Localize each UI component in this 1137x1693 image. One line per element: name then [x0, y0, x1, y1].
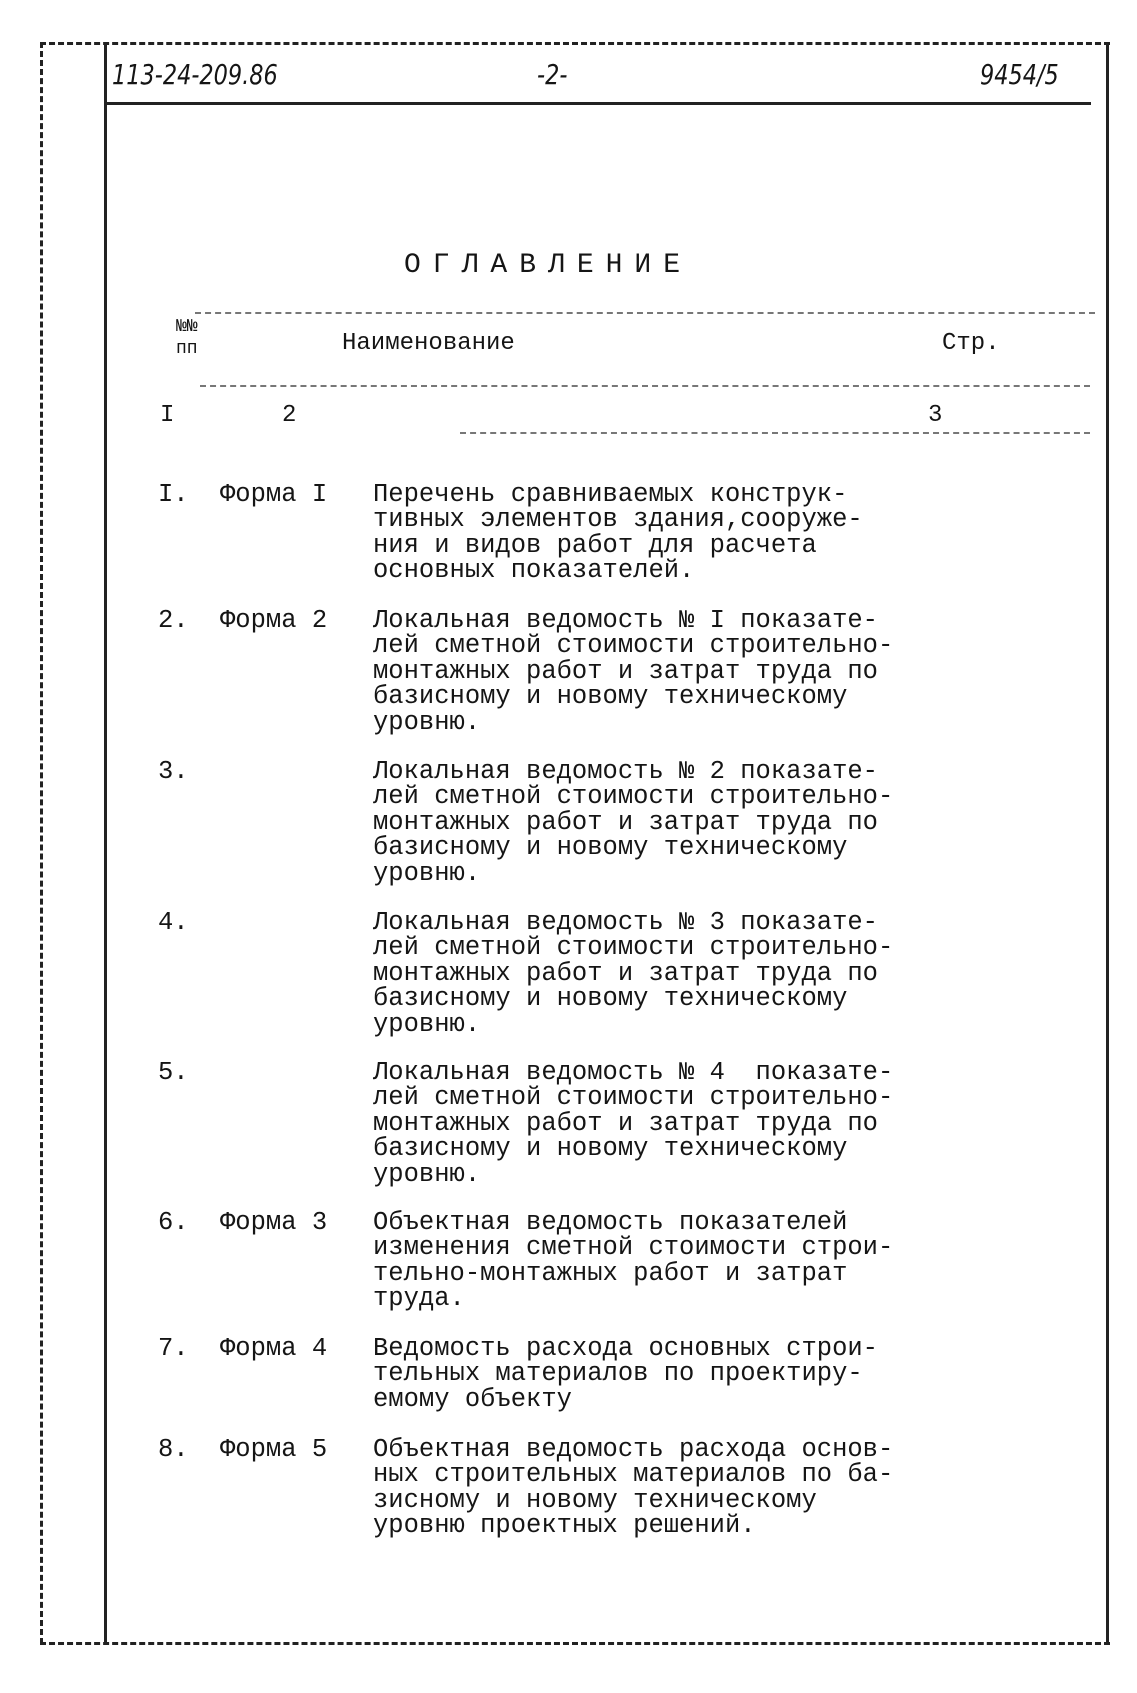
row-title-line: уровню. [373, 1009, 481, 1039]
row-title-line: Объектная ведомость показателей [373, 1208, 848, 1237]
row-title-line: базисному и новому техническому [373, 984, 848, 1014]
row-title [373, 482, 863, 584]
column-header-page: Стр. [942, 330, 1000, 357]
row-form: Форма 2 [220, 606, 328, 635]
inventory-number: 9454/5 [980, 58, 1059, 91]
row-title-line: емому объекту [373, 1384, 572, 1414]
row-title-line: монтажных работ и затрат труда по [373, 807, 878, 837]
row-title-line: базисному и новому техническому [373, 682, 848, 712]
row-title-line: уровню. [373, 1159, 481, 1189]
row-title-line: труда. [373, 1284, 465, 1314]
row-title-line: ных строительных материалов по ба- [373, 1460, 894, 1490]
row-title-line: Ведомость расхода основных строи- [373, 1334, 878, 1363]
header-underline [104, 102, 1091, 105]
row-number: I. [158, 480, 189, 509]
row-title-line: монтажных работ и затрат труда по [373, 1108, 878, 1138]
table-header-rule [200, 385, 1090, 387]
row-form: Форма 5 [220, 1435, 328, 1464]
frame-border-left [40, 42, 43, 1644]
row-title-line: уровню проектных решений. [373, 1511, 756, 1541]
row-title-line: Перечень сравниваемых конструк- [373, 480, 848, 509]
column-numbers-rule [460, 432, 1090, 434]
row-title-line: уровню. [373, 707, 481, 737]
row-number: 3. [158, 757, 189, 786]
row-title-line: ния и видов работ для расчета [373, 530, 817, 560]
row-title-line: Локальная ведомость № 3 показате- [373, 908, 878, 937]
row-title-line: монтажных работ и затрат труда по [373, 958, 878, 988]
row-title-line: базисному и новому техническому [373, 1134, 848, 1164]
column-number-2: 2 [282, 402, 297, 429]
row-title-line: Локальная ведомость № 2 показате- [373, 757, 878, 786]
page-number: -2- [537, 58, 568, 91]
binding-margin-line [104, 42, 107, 1642]
row-form: Форма 3 [220, 1208, 328, 1237]
column-header-number: №№ пп [176, 317, 198, 359]
row-title [373, 1060, 893, 1187]
row-title [373, 1437, 893, 1539]
row-form: Форма I [220, 480, 328, 509]
row-title [373, 759, 893, 886]
document-code: 113-24-209.86 [112, 58, 278, 91]
row-title-line: уровню. [373, 858, 481, 888]
row-title-line: тивных элементов здания,сооруже- [373, 505, 863, 535]
row-title-line: тельно-монтажных работ и затрат [373, 1258, 848, 1288]
row-title-line: зисному и новому техническому [373, 1485, 817, 1515]
row-title-line: Объектная ведомость расхода основ- [373, 1435, 894, 1464]
row-number: 2. [158, 606, 189, 635]
column-header-name: Наименование [342, 330, 515, 357]
row-title-line: лей сметной стоимости строительно- [373, 1083, 894, 1113]
row-form: Форма 4 [220, 1334, 328, 1363]
row-title-line: лей сметной стоимости строительно- [373, 933, 894, 963]
frame-border-bottom [40, 1642, 1110, 1645]
row-title-line: лей сметной стоимости строительно- [373, 782, 894, 812]
frame-border-right [1106, 42, 1109, 1644]
row-title-line: монтажных работ и затрат труда по [373, 656, 878, 686]
column-number-1: I [160, 402, 175, 429]
row-title-line: Локальная ведомость № 4 показате- [373, 1058, 894, 1087]
row-title-line: базисному и новому техническому [373, 833, 848, 863]
row-title-line: изменения сметной стоимости строи- [373, 1233, 894, 1263]
row-title [373, 910, 893, 1037]
row-title [373, 608, 893, 735]
row-title-line: Локальная ведомость № I показате- [373, 606, 878, 635]
row-title [373, 1210, 893, 1312]
table-top-rule [195, 312, 1095, 314]
row-number: 4. [158, 908, 189, 937]
row-title-line: лей сметной стоимости строительно- [373, 631, 894, 661]
row-title-line: тельных материалов по проектиру- [373, 1359, 863, 1389]
row-number: 5. [158, 1058, 189, 1087]
row-number: 6. [158, 1208, 189, 1237]
row-title-line: основных показателей. [373, 556, 695, 586]
row-number: 7. [158, 1334, 189, 1363]
frame-border-top [40, 42, 1110, 45]
row-title [373, 1336, 878, 1412]
page-title: ОГЛАВЛЕНИЕ [404, 250, 693, 281]
column-number-3: 3 [928, 402, 943, 429]
row-number: 8. [158, 1435, 189, 1464]
